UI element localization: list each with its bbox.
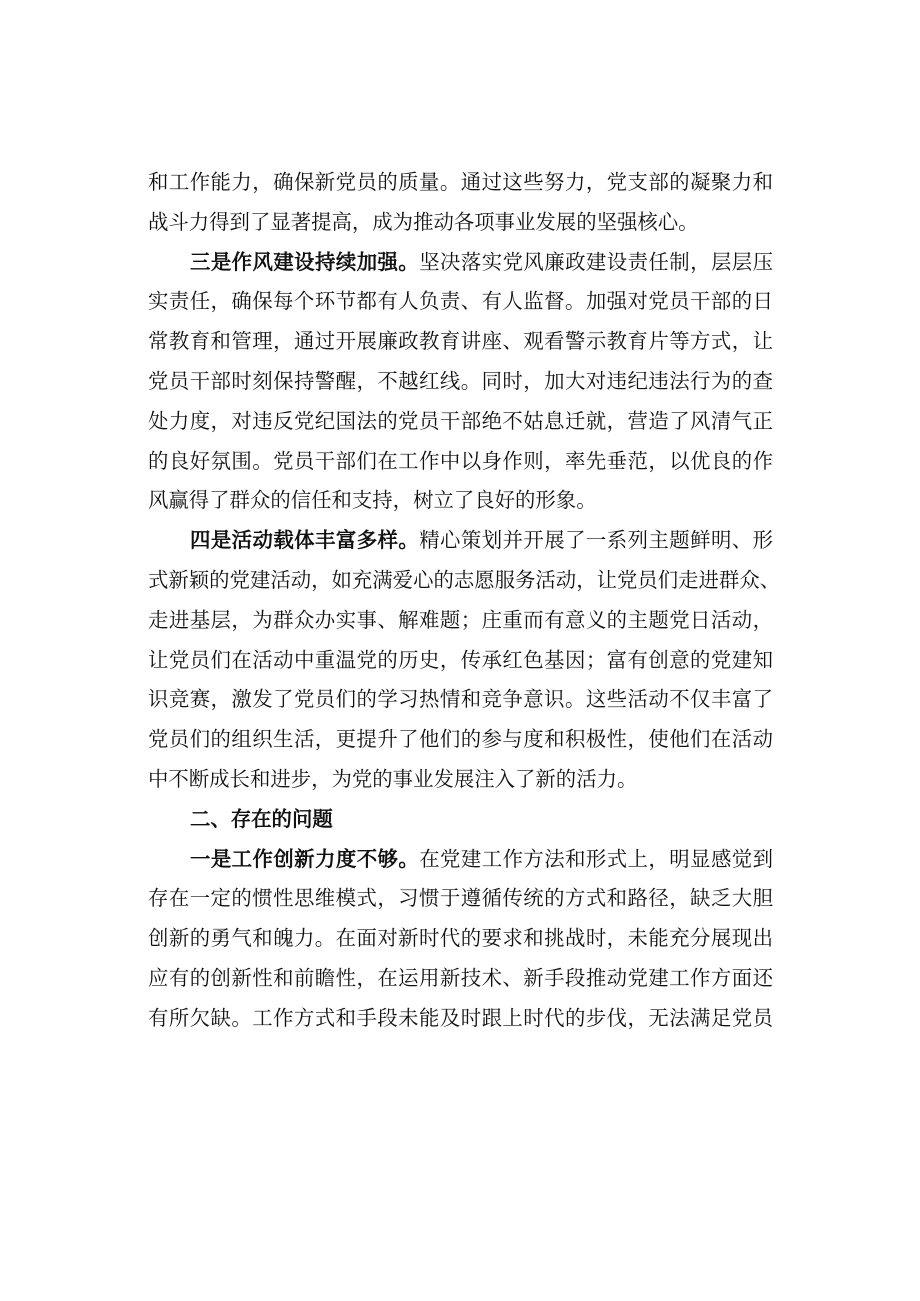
line-text: 有所欠缺。工作方式和手段未能及时跟上时代的步伐，无法满足党员 xyxy=(148,1005,773,1030)
text-line xyxy=(148,402,773,442)
line-text: 和工作能力，确保新党员的质量。通过这些努力，党支部的凝聚力和 xyxy=(148,170,773,194)
line-text: 的良好氛围。党员干部们在工作中以身作则，率先垂范，以优良的作 xyxy=(148,448,773,473)
text-line xyxy=(148,601,773,641)
bold-lead: 二、存在的问题 xyxy=(190,806,333,831)
line-text: 存在一定的惯性思维模式，习惯于遵循传统的方式和路径，缺乏大胆 xyxy=(148,886,773,911)
bold-lead: 一是工作创新力度不够。 xyxy=(190,846,420,871)
text-line xyxy=(148,800,773,840)
line-text: 精心策划并开展了一系列主题鲜明、形 xyxy=(419,528,774,553)
text-line xyxy=(148,561,781,601)
line-text: 实责任，确保每个环节都有人负责、有人监督。加强对党员干部的日 xyxy=(148,289,773,314)
paragraph xyxy=(148,521,781,800)
line-text: 创新的勇气和魄力。在面对新时代的要求和挑战时，未能充分展现出 xyxy=(148,926,773,951)
line-text: 党员们的组织生活，更提升了他们的参与度和积极性，使他们在活动 xyxy=(148,727,773,752)
text-line xyxy=(148,641,773,681)
line-text: 让党员们在活动中重温党的历史，传承红色基因；富有创意的党建知 xyxy=(148,647,773,672)
line-text: 党员干部时刻保持警醒，不越红线。同时，加大对违纪违法行为的查 xyxy=(148,368,773,393)
document-page xyxy=(148,163,781,1039)
text-line xyxy=(148,243,773,283)
text-line xyxy=(148,442,773,482)
paragraph xyxy=(148,243,773,522)
paragraph xyxy=(148,840,773,1039)
text-line xyxy=(148,760,773,800)
line-text: 坚决落实党风廉政建设责任制，层层压 xyxy=(419,249,774,274)
text-line xyxy=(148,362,773,402)
section-heading xyxy=(148,800,773,840)
line-text: 风赢得了群众的信任和支持，树立了良好的形象。 xyxy=(148,488,597,513)
text-line xyxy=(148,481,773,521)
text-line xyxy=(148,919,773,959)
line-text: 处力度，对违反党纪国法的党员干部绝不姑息迁就，营造了风清气正 xyxy=(148,408,773,433)
bold-lead: 三是作风建设持续加强。 xyxy=(190,249,420,274)
line-text: 中不断成长和进步，为党的事业发展注入了新的活力。 xyxy=(148,766,638,791)
line-text: 应有的创新性和前瞻性，在运用新技术、新手段推动党建工作方面还 xyxy=(148,965,773,990)
line-text: 识竞赛，激发了党员们的学习热情和竞争意识。这些活动不仅丰富了 xyxy=(148,687,773,712)
line-text: 在党建工作方法和形式上，明显感觉到 xyxy=(419,846,774,871)
paragraph xyxy=(148,163,773,243)
text-line xyxy=(148,322,773,362)
text-line xyxy=(148,959,773,999)
text-line xyxy=(148,720,773,760)
line-text: 式新颖的党建活动，如充满爱心的志愿服务活动，让党员们走进群众、 xyxy=(148,567,781,592)
text-line xyxy=(148,879,773,919)
text-line xyxy=(148,840,773,880)
text-line xyxy=(148,203,773,243)
bold-lead: 四是活动载体丰富多样。 xyxy=(190,528,420,553)
line-text: 走进基层，为群众办实事、解难题；庄重而有意义的主题党日活动， xyxy=(148,607,773,632)
text-line xyxy=(148,999,773,1039)
line-text: 常教育和管理，通过开展廉政教育讲座、观看警示教育片等方式，让 xyxy=(148,329,773,354)
text-line xyxy=(148,282,773,322)
text-line xyxy=(148,521,773,561)
text-line xyxy=(148,163,773,203)
line-text: 战斗力得到了显著提高，成为推动各项事业发展的坚强核心。 xyxy=(148,209,699,234)
text-line xyxy=(148,680,773,720)
